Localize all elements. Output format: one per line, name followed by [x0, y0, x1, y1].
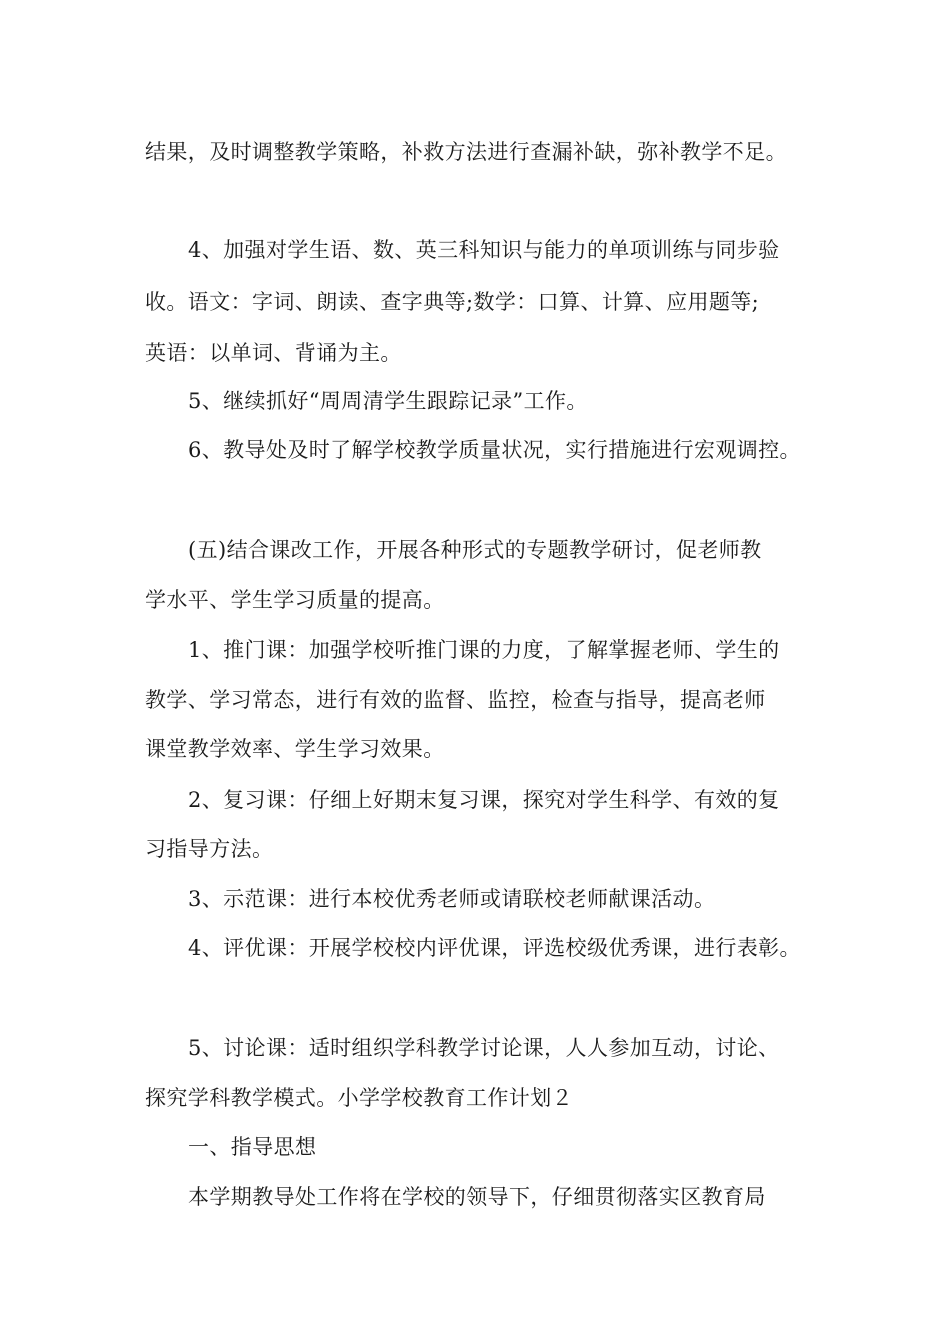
text-line: 探究学科教学模式。小学学校教育工作计划２	[145, 1086, 573, 1110]
text-line: 6、教导处及时了解学校教学质量状况，实行措施进行宏观调控。	[188, 438, 801, 462]
section-heading: 一、指导思想	[188, 1135, 317, 1159]
text-line: 学水平、学生学习质量的提高。	[145, 588, 445, 612]
text-line: 教学、学习常态，进行有效的监督、监控，检查与指导，提高老师	[145, 688, 766, 712]
text-line: 英语：以单词、背诵为主。	[145, 341, 402, 365]
text-line: 4、加强对学生语、数、英三科知识与能力的单项训练与同步验	[188, 238, 780, 262]
text-line: 1、推门课：加强学校听推门课的力度，了解掌握老师、学生的	[188, 638, 780, 662]
text-line: 2、复习课：仔细上好期末复习课，探究对学生科学、有效的复	[188, 788, 780, 812]
text-line: 收。语文：字词、朗读、查字典等;数学：口算、计算、应用题等;	[145, 290, 760, 314]
text-line: 5、讨论课：适时组织学科教学讨论课，人人参加互动，讨论、	[188, 1036, 780, 1060]
text-line: 结果，及时调整教学策略，补救方法进行查漏补缺，弥补教学不足。	[145, 140, 787, 164]
text-line: 5、继续抓好“周周清学生跟踪记录”工作。	[188, 389, 588, 413]
text-line: 3、示范课：进行本校优秀老师或请联校老师献课活动。	[188, 887, 716, 911]
text-line: 课堂教学效率、学生学习效果。	[145, 737, 445, 761]
text-line: (五)结合课改工作，开展各种形式的专题教学研讨，促老师教	[188, 538, 762, 562]
text-line: 习指导方法。	[145, 837, 274, 861]
text-line: 本学期教导处工作将在学校的领导下，仔细贯彻落实区教育局	[188, 1185, 766, 1209]
text-line: 4、评优课：开展学校校内评优课，评选校级优秀课，进行表彰。	[188, 936, 801, 960]
